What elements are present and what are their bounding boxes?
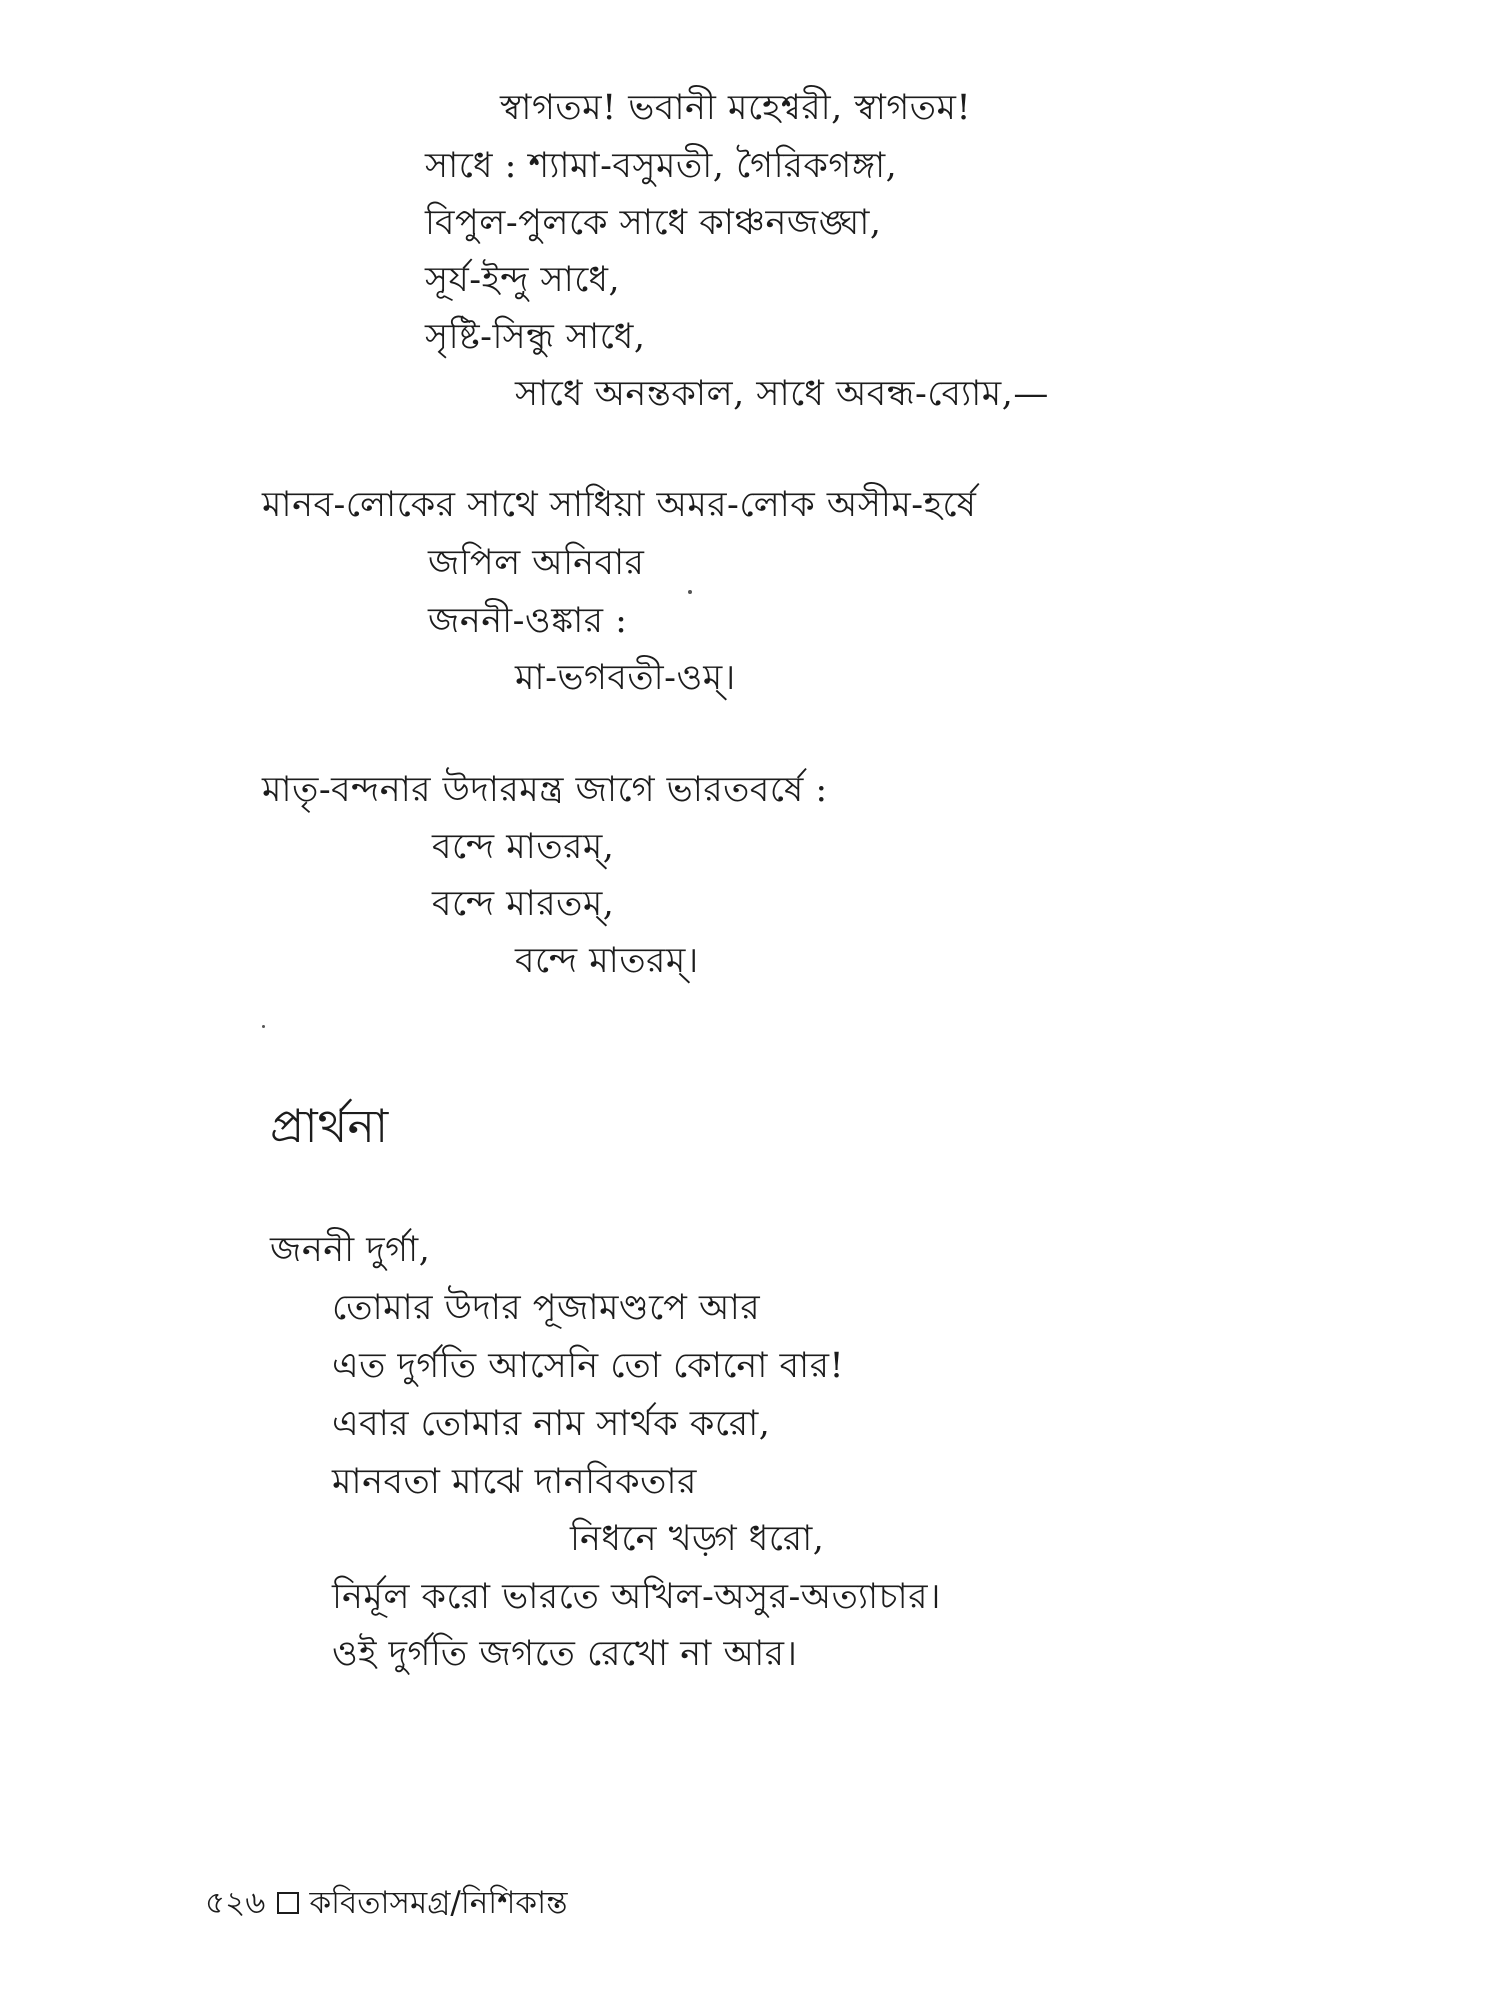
poem-line: জননী-ওঙ্কার : <box>428 601 628 641</box>
poem-line: বন্দে মারতম্, <box>432 884 615 924</box>
scan-speck <box>262 1025 265 1028</box>
poem-line: সূর্য-ইন্দু সাধে, <box>425 260 621 300</box>
poem-line: বন্দে মাতরম্। <box>515 941 699 981</box>
page-footer <box>205 1885 567 1921</box>
poem-line: বিপুল-পুলকে সাধে কাঞ্চনজঙ্ঘা, <box>425 203 882 243</box>
poem-line: স্বাগতম! ভবানী মহেশ্বরী, স্বাগতম! <box>500 88 972 128</box>
poem-line: জপিল অনিবার <box>428 543 645 583</box>
poem-line: বন্দে মাতরম্, <box>432 827 615 867</box>
poem-line: মানব-লোকের সাথে সাধিয়া অমর-লোক অসীম-হর্ষে <box>262 485 977 525</box>
square-bullet-icon <box>277 1892 299 1914</box>
scan-speck <box>688 590 692 594</box>
poem-line: এত দুর্গতি আসেনি তো কোনো বার! <box>332 1346 845 1386</box>
poem-line: মানবতা মাঝে দানবিকতার <box>332 1462 697 1502</box>
poem-line: জননী দুর্গা, <box>270 1230 431 1270</box>
poem-line: ওই দুর্গতি জগতে রেখো না আর। <box>332 1634 798 1674</box>
poem-title: প্রার্থনা <box>270 1099 389 1153</box>
poem-line: নিধনে খড়্গ ধরো, <box>570 1519 825 1559</box>
poem-line: নির্মূল করো ভারতে অখিল-অসুর-অত্যাচার। <box>332 1577 941 1617</box>
book-title: কবিতাসমগ্র/নিশিকান্ত <box>309 1885 568 1921</box>
page-number: ৫২৬ <box>205 1885 266 1921</box>
poem-line: তোমার উদার পূজামণ্ডপে আর <box>332 1288 761 1328</box>
poem-line: মাতৃ-বন্দনার উদারমন্ত্র জাগে ভারতবর্ষে : <box>262 770 828 810</box>
poem-line: সাধে : শ্যামা-বসুমতী, গৈরিকগঙ্গা, <box>425 146 898 186</box>
poem-line: সৃষ্টি-সিন্ধু সাধে, <box>425 317 646 357</box>
poem-line: মা-ভগবতী-ওম্। <box>515 658 736 698</box>
poem-line: এবার তোমার নাম সার্থক করো, <box>332 1404 771 1444</box>
poem-line: সাধে অনন্তকাল, সাধে অবন্ধ-ব্যোম,— <box>515 374 1049 414</box>
